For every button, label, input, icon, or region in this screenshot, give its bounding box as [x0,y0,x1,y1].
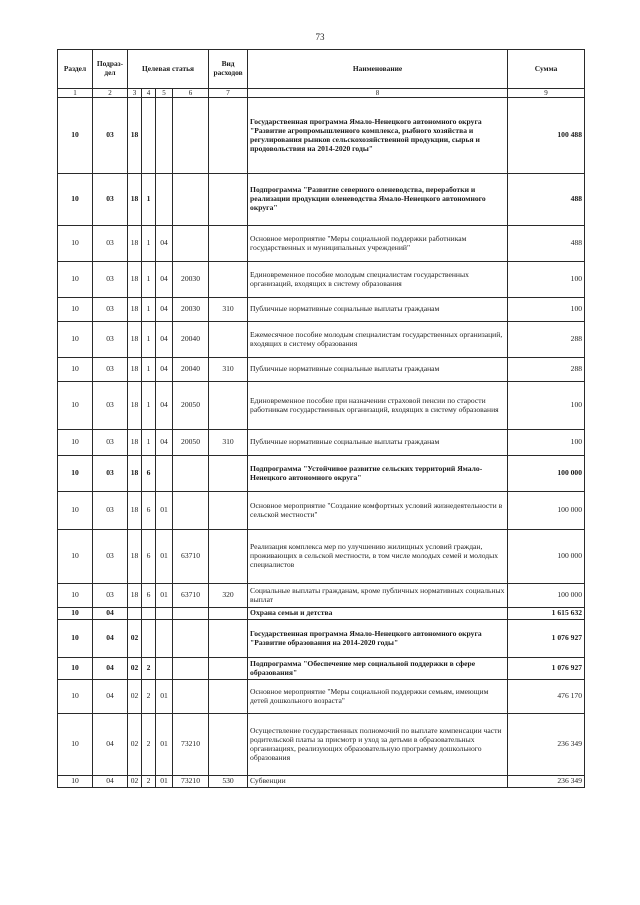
celevaya-measure-cell: 01 [156,714,173,776]
celevaya-program-cell: 18 [128,530,142,584]
table-row [58,298,585,322]
summa-cell: 288 [508,322,585,358]
table-row [58,322,585,358]
razdel-cell: 10 [58,430,93,456]
celevaya-measure-cell: 04 [156,358,173,382]
naimenovanie-cell: Публичные нормативные социальные выплаты гражданам [248,298,508,322]
summa-cell: 1 076 927 [508,620,585,658]
celevaya-direction-cell [173,608,209,620]
celevaya-measure-cell [156,620,173,658]
celevaya-subprogram-cell: 1 [142,430,156,456]
celevaya-program-cell: 02 [128,680,142,714]
table-row [58,608,585,620]
razdel-cell: 10 [58,456,93,492]
vid-raskhodov-cell: 320 [209,584,248,608]
razdel-cell: 10 [58,776,93,788]
razdel-cell: 10 [58,608,93,620]
naimenovanie-cell: Основное мероприятие "Меры социальной поддержки семьям, имеющим детей дошкольного возраста" [248,680,508,714]
podrazdel-cell: 04 [93,680,128,714]
celevaya-subprogram-cell: 1 [142,226,156,262]
celevaya-subprogram-cell: 6 [142,492,156,530]
vid-raskhodov-cell [209,680,248,714]
podrazdel-cell: 04 [93,620,128,658]
celevaya-subprogram-cell: 6 [142,456,156,492]
celevaya-program-cell: 18 [128,174,142,226]
celevaya-direction-cell [173,174,209,226]
table-row [58,776,585,788]
header-vid-raskhodov: Вид расходов [209,50,248,89]
column-number: 3 [128,89,142,98]
podrazdel-cell: 03 [93,382,128,430]
celevaya-program-cell: 18 [128,262,142,298]
summa-cell: 488 [508,226,585,262]
razdel-cell: 10 [58,530,93,584]
summa-cell: 100 000 [508,492,585,530]
razdel-cell: 10 [58,98,93,174]
table-row [58,714,585,776]
page-number: 73 [315,32,325,42]
header-razdel: Раздел [58,50,93,89]
summa-cell: 100 [508,262,585,298]
table-row [58,620,585,658]
celevaya-program-cell: 02 [128,776,142,788]
celevaya-direction-cell [173,680,209,714]
celevaya-measure-cell [156,456,173,492]
celevaya-measure-cell: 01 [156,492,173,530]
naimenovanie-cell: Охрана семьи и детства [248,608,508,620]
razdel-cell: 10 [58,658,93,680]
razdel-cell: 10 [58,492,93,530]
celevaya-subprogram-cell: 2 [142,714,156,776]
celevaya-subprogram-cell: 6 [142,530,156,584]
column-number: 6 [173,89,209,98]
table-row [58,492,585,530]
celevaya-subprogram-cell: 6 [142,584,156,608]
table-row [58,98,585,174]
celevaya-program-cell: 18 [128,226,142,262]
table-row [58,530,585,584]
header-podrazdel: Подраз- дел [93,50,128,89]
celevaya-subprogram-cell: 1 [142,322,156,358]
celevaya-measure-cell: 04 [156,262,173,298]
celevaya-direction-cell: 20040 [173,358,209,382]
vid-raskhodov-cell [209,658,248,680]
column-number: 8 [248,89,508,98]
naimenovanie-cell: Ежемесячное пособие молодым специалистам государственных организаций, входящих в систему образования [248,322,508,358]
celevaya-direction-cell [173,658,209,680]
podrazdel-cell: 03 [93,530,128,584]
celevaya-measure-cell: 01 [156,776,173,788]
celevaya-subprogram-cell: 2 [142,776,156,788]
celevaya-subprogram-cell: 1 [142,174,156,226]
razdel-cell: 10 [58,358,93,382]
celevaya-program-cell: 18 [128,298,142,322]
vid-raskhodov-cell [209,456,248,492]
summa-cell: 1 076 927 [508,658,585,680]
table-row [58,382,585,430]
naimenovanie-cell: Единовременное пособие при назначении страховой пенсии по старости работникам государственных организаций, входящих в систему образования [248,382,508,430]
celevaya-direction-cell: 20050 [173,430,209,456]
celevaya-measure-cell: 04 [156,382,173,430]
celevaya-measure-cell: 04 [156,298,173,322]
vid-raskhodov-cell [209,714,248,776]
table-row [58,174,585,226]
razdel-cell: 10 [58,620,93,658]
podrazdel-cell: 03 [93,98,128,174]
podrazdel-cell: 03 [93,584,128,608]
vid-raskhodov-cell: 530 [209,776,248,788]
celevaya-direction-cell [173,456,209,492]
celevaya-direction-cell [173,226,209,262]
table-row [58,430,585,456]
summa-cell: 100 488 [508,98,585,174]
celevaya-program-cell: 18 [128,98,142,174]
table-row [58,226,585,262]
podrazdel-cell: 04 [93,658,128,680]
podrazdel-cell: 03 [93,358,128,382]
podrazdel-cell: 03 [93,174,128,226]
celevaya-program-cell: 02 [128,714,142,776]
celevaya-measure-cell [156,608,173,620]
podrazdel-cell: 03 [93,322,128,358]
celevaya-measure-cell: 04 [156,226,173,262]
column-number: 1 [58,89,93,98]
header-summa: Сумма [508,50,585,89]
vid-raskhodov-cell [209,174,248,226]
celevaya-program-cell: 18 [128,322,142,358]
summa-cell: 100 000 [508,584,585,608]
podrazdel-cell: 03 [93,262,128,298]
podrazdel-cell: 03 [93,492,128,530]
razdel-cell: 10 [58,714,93,776]
naimenovanie-cell: Подпрограмма "Обеспечение мер социальной поддержки в сфере образования" [248,658,508,680]
vid-raskhodov-cell [209,262,248,298]
summa-cell: 288 [508,358,585,382]
vid-raskhodov-cell: 310 [209,298,248,322]
vid-raskhodov-cell [209,322,248,358]
naimenovanie-cell: Государственная программа Ямало-Ненецкого автономного округа "Развитие образования на 2014-2020 годы" [248,620,508,658]
razdel-cell: 10 [58,174,93,226]
vid-raskhodov-cell [209,98,248,174]
vid-raskhodov-cell [209,620,248,658]
podrazdel-cell: 03 [93,226,128,262]
celevaya-direction-cell: 20040 [173,322,209,358]
celevaya-measure-cell: 04 [156,430,173,456]
celevaya-program-cell: 18 [128,456,142,492]
celevaya-subprogram-cell: 1 [142,382,156,430]
razdel-cell: 10 [58,262,93,298]
naimenovanie-cell: Реализация комплекса мер по улучшению жилищных условий граждан, проживающих в сельской местности, в том числе молодых семей и молодых специалистов [248,530,508,584]
celevaya-subprogram-cell [142,98,156,174]
column-number: 7 [209,89,248,98]
naimenovanie-cell: Субвенции [248,776,508,788]
celevaya-direction-cell [173,620,209,658]
celevaya-direction-cell: 73210 [173,776,209,788]
naimenovanie-cell: Публичные нормативные социальные выплаты гражданам [248,358,508,382]
celevaya-subprogram-cell: 2 [142,658,156,680]
celevaya-subprogram-cell [142,608,156,620]
vid-raskhodov-cell [209,608,248,620]
celevaya-subprogram-cell: 1 [142,262,156,298]
celevaya-direction-cell: 63710 [173,530,209,584]
naimenovanie-cell: Основное мероприятие "Создание комфортных условий жизнедеятельности в сельской местности" [248,492,508,530]
summa-cell: 100 [508,382,585,430]
celevaya-program-cell: 18 [128,584,142,608]
column-number: 2 [93,89,128,98]
razdel-cell: 10 [58,584,93,608]
summa-cell: 1 615 632 [508,608,585,620]
naimenovanie-cell: Подпрограмма "Развитие северного оленеводства, переработки и реализации продукции оленеводства Ямало-Ненецкого автономного округа" [248,174,508,226]
celevaya-program-cell: 18 [128,492,142,530]
table-row [58,262,585,298]
celevaya-measure-cell [156,98,173,174]
table-row [58,680,585,714]
celevaya-measure-cell [156,174,173,226]
summa-cell: 100 [508,298,585,322]
vid-raskhodov-cell: 310 [209,430,248,456]
celevaya-program-cell [128,608,142,620]
budget-table [57,49,585,788]
podrazdel-cell: 04 [93,776,128,788]
podrazdel-cell: 04 [93,714,128,776]
table-row [58,658,585,680]
summa-cell: 100 [508,430,585,456]
celevaya-program-cell: 02 [128,658,142,680]
celevaya-direction-cell: 73210 [173,714,209,776]
column-number: 4 [142,89,156,98]
podrazdel-cell: 03 [93,430,128,456]
razdel-cell: 10 [58,680,93,714]
naimenovanie-cell: Основное мероприятие "Меры социальной поддержки работникам государственных и муниципальных учреждений" [248,226,508,262]
column-number: 5 [156,89,173,98]
podrazdel-cell: 03 [93,298,128,322]
celevaya-direction-cell: 20050 [173,382,209,430]
vid-raskhodov-cell [209,492,248,530]
celevaya-measure-cell: 01 [156,680,173,714]
summa-cell: 236 349 [508,714,585,776]
celevaya-direction-cell [173,492,209,530]
column-number: 9 [508,89,585,98]
vid-raskhodov-cell [209,382,248,430]
header-naimenovanie: Наименование [248,50,508,89]
razdel-cell: 10 [58,226,93,262]
table-row [58,584,585,608]
razdel-cell: 10 [58,322,93,358]
razdel-cell: 10 [58,298,93,322]
celevaya-program-cell: 18 [128,430,142,456]
naimenovanie-cell: Государственная программа Ямало-Ненецкого автономного округа "Развитие агропромышленного комплекса, рыбного хозяйства и регулирования рынков сельскохозяйственной продукции, сырья и продовольствия на 2014-2020 годы" [248,98,508,174]
celevaya-direction-cell: 63710 [173,584,209,608]
celevaya-program-cell: 18 [128,382,142,430]
celevaya-measure-cell [156,658,173,680]
celevaya-subprogram-cell [142,620,156,658]
vid-raskhodov-cell [209,530,248,584]
celevaya-measure-cell: 01 [156,530,173,584]
summa-cell: 488 [508,174,585,226]
celevaya-program-cell: 02 [128,620,142,658]
celevaya-subprogram-cell: 1 [142,298,156,322]
summa-cell: 100 000 [508,456,585,492]
celevaya-measure-cell: 04 [156,322,173,358]
celevaya-subprogram-cell: 1 [142,358,156,382]
naimenovanie-cell: Публичные нормативные социальные выплаты гражданам [248,430,508,456]
table-row [58,456,585,492]
header-celevaya-statya: Целевая статья [128,50,209,89]
naimenovanie-cell: Осуществление государственных полномочий по выплате компенсации части родительской платы за присмотр и уход за детьми в образовательных организациях, реализующих образовательную программу дошкольного образования [248,714,508,776]
celevaya-direction-cell: 20030 [173,298,209,322]
podrazdel-cell: 03 [93,456,128,492]
summa-cell: 236 349 [508,776,585,788]
vid-raskhodov-cell [209,226,248,262]
celevaya-subprogram-cell: 2 [142,680,156,714]
table-row [58,358,585,382]
naimenovanie-cell: Социальные выплаты гражданам, кроме публичных нормативных социальных выплат [248,584,508,608]
celevaya-direction-cell: 20030 [173,262,209,298]
vid-raskhodov-cell: 310 [209,358,248,382]
celevaya-measure-cell: 01 [156,584,173,608]
podrazdel-cell: 04 [93,608,128,620]
summa-cell: 100 000 [508,530,585,584]
naimenovanie-cell: Единовременное пособие молодым специалистам государственных организаций, входящих в систему образования [248,262,508,298]
celevaya-direction-cell [173,98,209,174]
naimenovanie-cell: Подпрограмма "Устойчивое развитие сельских территорий Ямало-Ненецкого автономного округа" [248,456,508,492]
summa-cell: 476 170 [508,680,585,714]
razdel-cell: 10 [58,382,93,430]
celevaya-program-cell: 18 [128,358,142,382]
